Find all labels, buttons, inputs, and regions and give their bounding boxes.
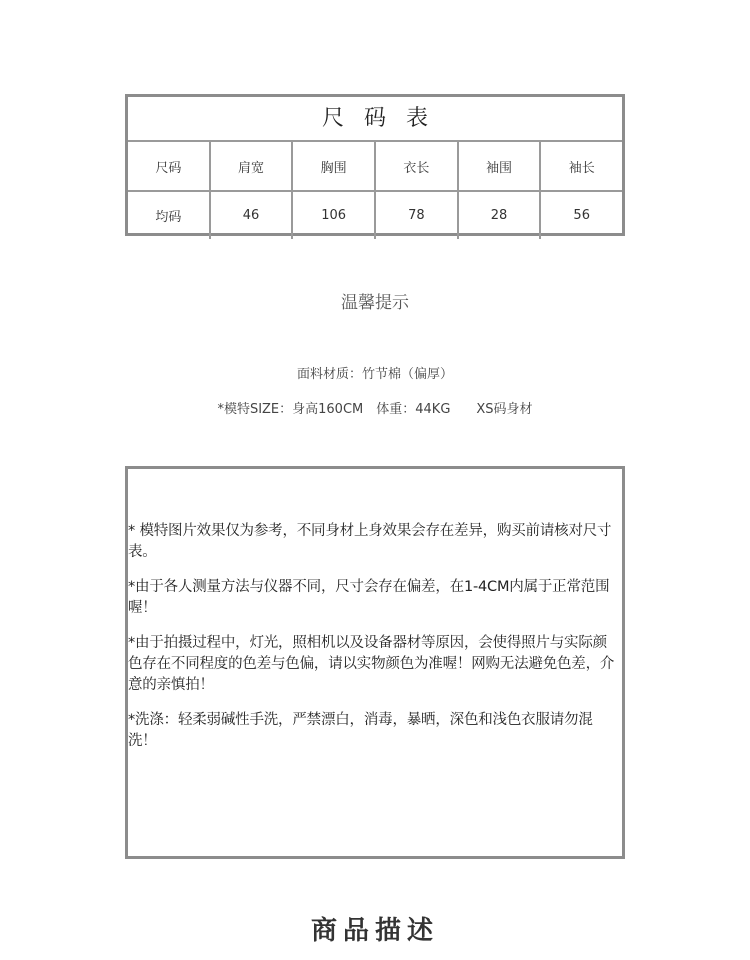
data-cell-sleeve-width: 28 xyxy=(459,192,542,239)
size-table-data-row xyxy=(128,192,622,239)
data-cell-shoulder: 46 xyxy=(211,192,294,239)
note-color-difference: *由于拍摄过程中，灯光，照相机以及设备器材等原因，会使得照片与实际颜色存在不同程度的色差与色偏，请以实物颜色为准喔！网购无法避免色差，介意的亲慎拍！ xyxy=(128,635,615,693)
size-table-title: 尺码表 xyxy=(128,97,622,142)
header-cell-chest: 胸围 xyxy=(293,142,376,190)
data-cell-chest: 106 xyxy=(293,192,376,239)
header-cell-sleeve-width: 袖围 xyxy=(459,142,542,190)
model-size-info: *模特SIZE：身高160CM 体重：44KG XS码身材 xyxy=(217,402,533,417)
notes-box xyxy=(125,466,625,859)
size-table-header-row xyxy=(128,142,622,192)
header-cell-sleeve-length: 袖长 xyxy=(568,160,595,176)
material-info: 面料材质：竹节棉（偏厚） xyxy=(296,367,453,382)
data-cell-sleeve-length: 56 xyxy=(573,208,590,223)
data-cell-length: 78 xyxy=(376,192,459,239)
header-cell-length: 衣长 xyxy=(376,142,459,190)
product-description-title: 商品描述 xyxy=(310,916,439,946)
header-cell-shoulder: 肩宽 xyxy=(211,142,294,190)
tips-heading: 温馨提示 xyxy=(341,293,409,313)
note-measurement: *由于各人测量方法与仪器不同，尺寸会存在偏差，在1-4CM内属于正常范围喔！ xyxy=(128,579,610,616)
note-washing: *洗涤：轻柔弱碱性手洗，严禁漂白，消毒，暴晒，深色和浅色衣服请勿混洗！ xyxy=(128,712,593,749)
data-cell-size: 均码 xyxy=(128,192,211,239)
size-table xyxy=(125,94,625,236)
header-cell-size: 尺码 xyxy=(128,142,211,190)
note-model-photo: * 模特图片效果仅为参考，不同身材上身效果会存在差异，购买前请核对尺寸表。 xyxy=(128,523,612,560)
